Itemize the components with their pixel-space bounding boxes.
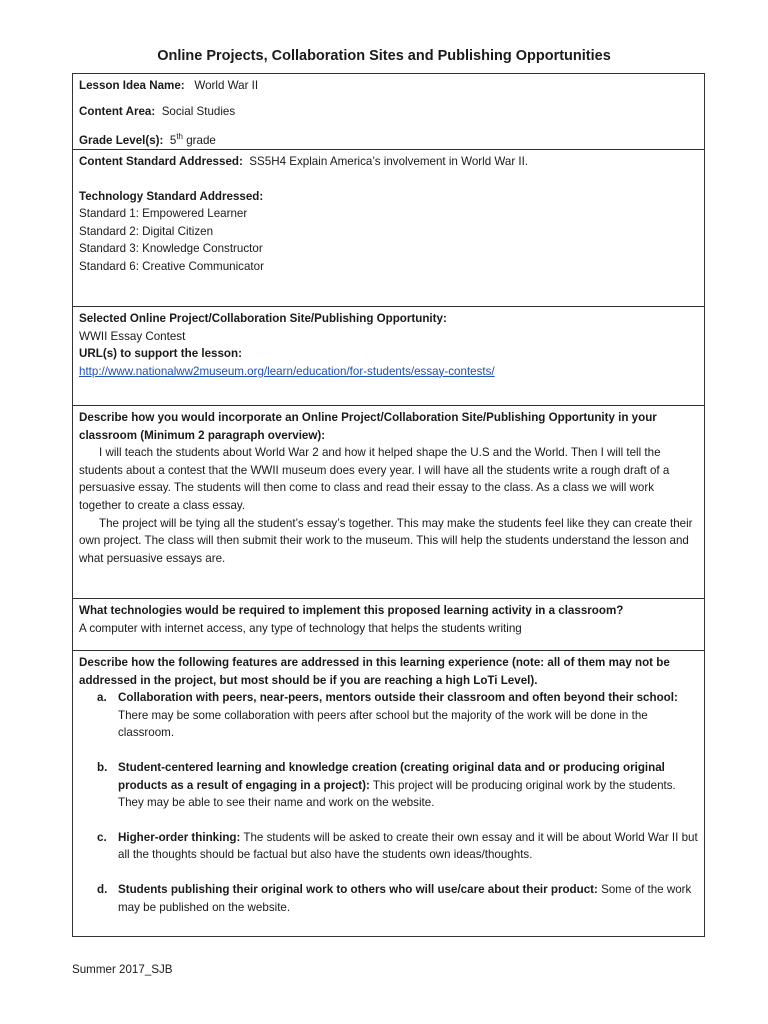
page-footer: Summer 2017_SJB [72, 963, 173, 976]
describe-paragraph-2: The project will be tying all the student’s essay’s together. This may make the students feel like they can create their own project. The class will then submit their work to the museum. This will help the students understand the lesson and what persuasive essays are. [79, 516, 693, 565]
content-standard-label: Content Standard Addressed: [79, 155, 243, 168]
url-label: URL(s) to support the lesson: [79, 347, 242, 361]
lesson-name-label: Lesson Idea Name: [79, 79, 185, 92]
selected-project-label: Selected Online Project/Collaboration Site/Publishing Opportunity: [79, 312, 447, 325]
list-item [79, 829, 698, 864]
describe-paragraph-1: I will teach the students about World War 2 and how it helped shape the U.S and the World. Then I will tell the students about a contest that the WWII museum does every year. I will have all the students write a rough draft of a persuasive essay. The students will then come to class and read their essay to the class. As a class we will work together to create a class essay. [79, 446, 670, 512]
tech-standard-item: Standard 1: Empowered Learner [79, 207, 248, 221]
feature-title: Higher-order thinking: [118, 830, 241, 844]
list-item [79, 759, 698, 812]
feature-title: Students publishing their original work to others who will use/care about their product: [118, 882, 598, 896]
lesson-info-row [73, 74, 704, 150]
content-area-field [79, 103, 698, 121]
technologies-value: A computer with internet access, any type of technology that helps the students writing [79, 621, 522, 635]
feature-text: Some of the work may be published on the website. [118, 882, 692, 914]
grade-level-value: 5 [169, 134, 177, 148]
tech-standard-label: Technology Standard Addressed: [79, 189, 264, 203]
lesson-form-table [72, 73, 705, 937]
feature-title: Student-centered learning and knowledge creation (creating original data and or producing original products as a result of engaging in a project): [118, 760, 665, 792]
feature-text: This project will be producing original work by the students. They may be able to see their name and work on the website. [118, 778, 676, 810]
features-label: Describe how the following features are addressed in this learning experience (note: all of them may not be addressed in the project, but most should be if you are reaching a high LoTi Level). [79, 656, 670, 687]
features-row [73, 651, 704, 936]
grade-level-sup: th [176, 132, 183, 142]
list-marker: b. [97, 760, 108, 774]
selected-project-row [73, 307, 704, 406]
feature-text: The students will be asked to create their own essay and it will be about World War II but all the thoughts should be factual but also have the students own ideas/thoughts. [118, 830, 698, 862]
feature-title: Collaboration with peers, near-peers, mentors outside their classroom and often beyond their school: [118, 691, 678, 705]
tech-standard-item: Standard 2: Digital Citizen [79, 224, 214, 238]
list-marker: c. [97, 830, 107, 844]
lesson-name-value: World War II [194, 79, 259, 92]
describe-label: Describe how you would incorporate an Online Project/Collaboration Site/Publishing Opportunity in your classroom (Minimum 2 paragraph overview): [79, 411, 657, 442]
list-item [79, 881, 698, 916]
list-marker: d. [97, 882, 108, 896]
tech-standard-item: Standard 3: Knowledge Constructor [79, 242, 263, 256]
content-standard-field [79, 153, 698, 171]
content-area-value: Social Studies [161, 104, 236, 118]
selected-project-value: WWII Essay Contest [79, 329, 186, 343]
list-item [79, 689, 698, 742]
technologies-label: What technologies would be required to implement this proposed learning activity in a classroom? [79, 604, 624, 617]
content-area-label: Content Area: [79, 104, 156, 118]
grade-level-label: Grade Level(s): [79, 134, 164, 148]
lesson-name-field [79, 77, 698, 95]
list-marker: a. [97, 691, 107, 705]
describe-row [73, 406, 704, 599]
grade-level-suffix: grade [186, 134, 216, 148]
tech-standard-item: Standard 6: Creative Communicator [79, 259, 264, 273]
grade-level-field [79, 128, 698, 149]
document-title: Online Projects, Collaboration Sites and Publishing Opportunities [157, 48, 611, 64]
standards-row [73, 150, 704, 307]
essay-contest-link[interactable]: http://www.nationalww2museum.org/learn/education/for-students/essay-contests/ [79, 364, 495, 378]
feature-text: There may be some collaboration with peers after school but the majority of the work will be done in the classroom. [118, 708, 648, 740]
features-list [79, 689, 698, 916]
technologies-row [73, 599, 704, 651]
content-standard-value: SS5H4 Explain America’s involvement in World War II. [249, 155, 529, 168]
